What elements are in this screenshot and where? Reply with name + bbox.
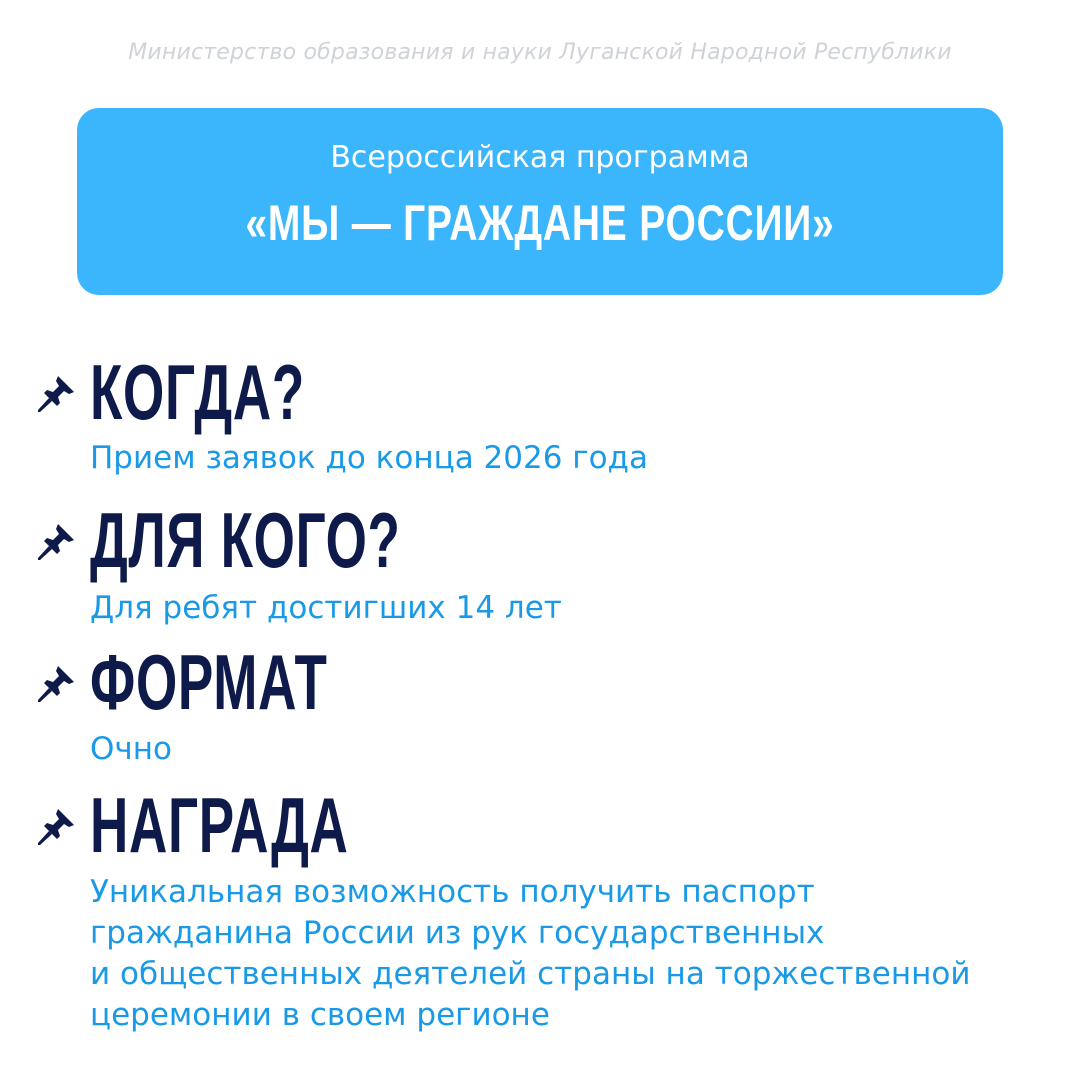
program-banner <box>77 108 1003 295</box>
section-heading: ФОРМАТ <box>90 638 328 726</box>
section-header <box>0 781 1080 869</box>
section-header <box>0 638 1080 726</box>
section-header <box>0 496 1080 584</box>
banner-title: «МЫ — ГРАЖДАНЕ РОССИИ» <box>245 195 835 251</box>
section-text-line: гражданина России из рук государственных <box>90 915 825 951</box>
section-text: Очно <box>90 731 172 767</box>
pushpin-icon <box>36 520 78 562</box>
section-text: Прием заявок до конца 2026 года <box>90 440 648 476</box>
section-header <box>0 348 1080 436</box>
pushpin-icon <box>36 662 78 704</box>
section-text-line: и общественных деятелей страны на торжественной <box>90 956 971 992</box>
section-text-line: церемонии в своем регионе <box>90 997 550 1033</box>
pushpin-icon <box>36 372 78 414</box>
section-heading: НАГРАДА <box>90 781 349 869</box>
section-heading: ДЛЯ КОГО? <box>90 496 401 584</box>
banner-subtitle: Всероссийская программа <box>330 140 750 175</box>
ministry-caption: Министерство образования и науки Луганской Народной Республики <box>128 40 952 65</box>
pushpin-icon <box>36 805 78 847</box>
section-heading: КОГДА? <box>90 348 305 436</box>
section-text: Для ребят достигших 14 лет <box>90 590 562 626</box>
section-text-line: Уникальная возможность получить паспорт <box>90 874 815 910</box>
